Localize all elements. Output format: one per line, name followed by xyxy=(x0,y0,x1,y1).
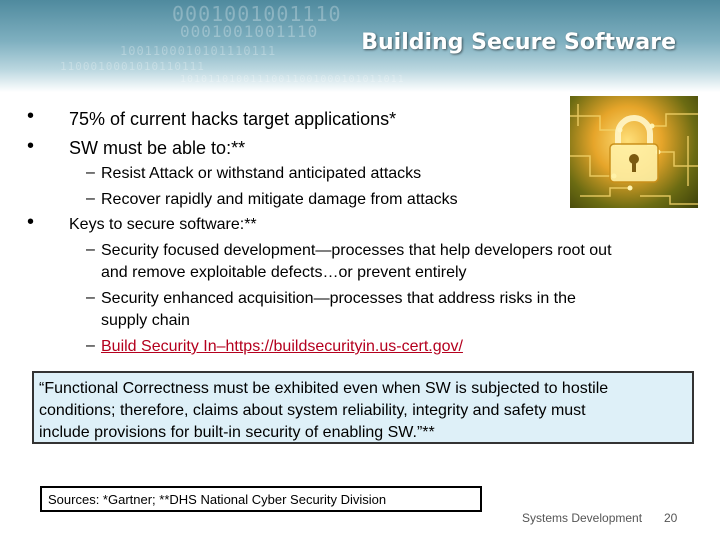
banner-binary-line: 1100010001010110111 xyxy=(60,60,205,73)
bullet-text: Keys to secure software:** xyxy=(69,216,257,233)
banner-binary-line: 10101101001110011001000101011011 xyxy=(180,74,405,85)
bullet-glyph: • xyxy=(27,105,35,127)
dash-glyph: – xyxy=(86,190,95,207)
sources-box xyxy=(40,486,482,512)
bullet-text: 75% of current hacks target applications* xyxy=(69,109,397,129)
quote-box xyxy=(32,371,694,444)
banner-binary-line: 1001100010101110111 xyxy=(120,44,277,58)
dash-glyph: – xyxy=(86,337,95,354)
sources-text: Sources: *Gartner; **DHS National Cyber Security Division xyxy=(48,492,387,507)
banner-binary-line: 0001001001110 xyxy=(172,2,342,26)
sub-bullet-text: and remove exploitable defects…or prevent entirely xyxy=(101,264,467,281)
bullet-glyph: • xyxy=(27,211,35,233)
sub-bullet-text: Security enhanced acquisition—processes that address risks in the xyxy=(101,290,576,307)
quote-line: “Functional Correctness must be exhibited even when SW is subjected to hostile xyxy=(39,380,609,397)
slide-number: 20 xyxy=(664,511,678,525)
bullet-text: SW must be able to:** xyxy=(69,138,246,158)
title-banner xyxy=(0,0,720,92)
dash-glyph: – xyxy=(86,289,95,306)
padlock-circuit-graphic xyxy=(570,96,698,208)
sub-bullet-text: Resist Attack or withstand anticipated attacks xyxy=(101,165,422,182)
sub-bullet-text: Recover rapidly and mitigate damage from attacks xyxy=(101,191,458,208)
bullet-glyph: • xyxy=(27,135,35,157)
slide-title: Building Secure Software xyxy=(361,30,676,55)
quote-line: conditions; therefore, claims about system reliability, integrity and safety must xyxy=(39,402,586,419)
sub-bullet-text: Security focused development—processes that help developers root out xyxy=(101,242,612,259)
quote-line: include provisions for built-in security of enabling SW.”** xyxy=(39,424,435,441)
dash-glyph: – xyxy=(86,164,95,181)
sub-bullet-text: supply chain xyxy=(101,312,190,329)
build-security-in-link[interactable]: Build Security In–https://buildsecurityin.us-cert.gov/ xyxy=(101,338,463,355)
banner-binary-line: 0001001001110 xyxy=(180,22,319,41)
padlock-circuit-icon xyxy=(570,96,698,208)
footer-course-name: Systems Development xyxy=(522,511,643,525)
dash-glyph: – xyxy=(86,241,95,258)
